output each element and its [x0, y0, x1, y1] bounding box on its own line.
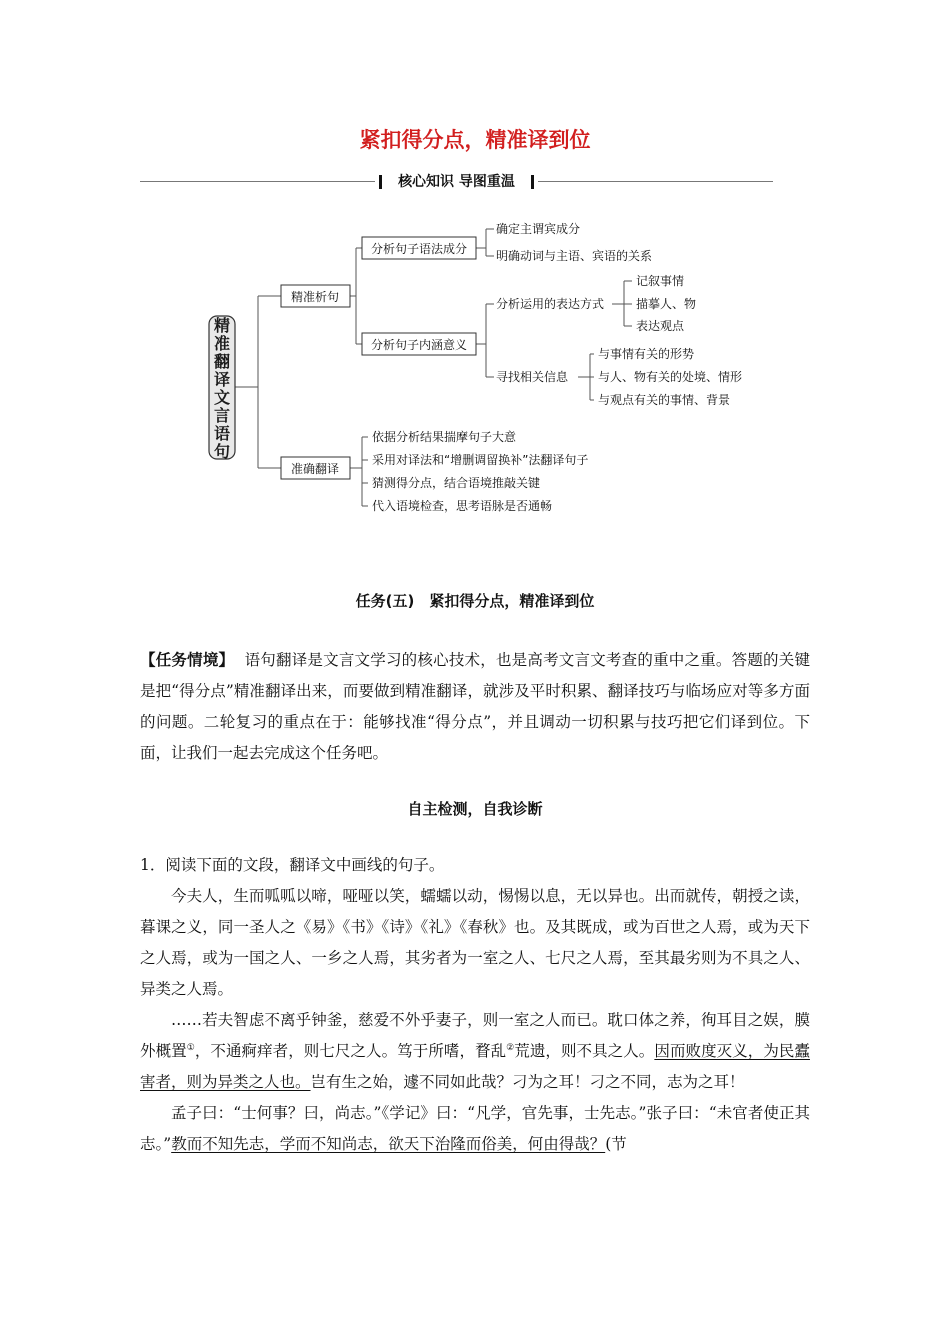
leaf-info-3: 与观点有关的事情、背景 — [598, 393, 731, 407]
text-run: 孟子曰：“士何事？曰，尚志。”《学记》曰：“凡学，官先事，士先志。”张子曰：“未官者使正其志。” — [140, 1104, 810, 1153]
mind-map-branch-precise-analysis — [281, 285, 350, 307]
context-text: 语句翻译是文言文学习的核心技术，也是高考文言文考查的重中之重。答题的关键是把“得分点”精准翻译出来，而要做到精准翻译，就涉及平时积累、翻译技巧与临场应对等多方面的问题。二轮复习的重点在于：能够找准“得分点”，并且调动一切积累与技巧把它们译到位。下面，让我们一起去完成这个任务吧。 — [140, 651, 810, 762]
leaf-info-1: 与事情有关的形势 — [598, 347, 695, 361]
text-run: ，不通痾痒者，则七尺之人。笃于所嗜，瞀乱 — [194, 1042, 507, 1060]
leaf-translation-4: 代入语境检查，思考语脉是否通畅 — [372, 499, 553, 513]
leaf-expression-2: 描摹人、物 — [636, 297, 697, 311]
leaf-expression-1: 记叙事情 — [636, 274, 685, 288]
passage-paragraph-2 — [140, 1005, 810, 1098]
svg-text:精准翻译文言语句 — [214, 316, 230, 461]
leaf-grammar-2: 明确动词与主语、宾语的关系 — [496, 249, 653, 263]
root-char: 语 — [213, 424, 231, 443]
leaf-translation-3: 猜测得分点，结合语境推敲关键 — [372, 476, 541, 490]
root-char: 译 — [213, 370, 231, 389]
leaf-translation-1: 依据分析结果揣摩句子大意 — [372, 430, 517, 444]
task-title: 任务(五) 紧扣得分点，精准译到位 — [355, 592, 595, 610]
leaf-translation-2: 采用对译法和“增删调留换补”法翻译句子 — [372, 453, 589, 467]
branch-label: 精准析句 — [290, 290, 340, 304]
node-expression: 分析运用的表达方式 — [496, 297, 605, 311]
passage-paragraph-1: 今夫人，生而呱呱以啼，哑哑以笑，蠕蠕以动，惕惕以息，无以异也。出而就传，朝授之读，暮课之义，同一圣人之《易》《书》《诗》《礼》《春秋》也。及其既成，或为百世之人焉，或为天下之人焉，或为一国之人、一乡之人焉，其劣者为一室之人、七尺之人焉，至其最劣则为不具之人、异类之人焉。 — [140, 887, 810, 998]
divider-left — [140, 181, 375, 182]
leaf-info-2: 与人、物有关的处境、情形 — [598, 370, 743, 384]
passage — [140, 881, 810, 1160]
root-char: 文 — [213, 388, 231, 407]
mind-map — [0, 215, 950, 515]
section-label: 核心知识 导图重温 — [375, 170, 538, 194]
passage-paragraph-3 — [140, 1098, 810, 1160]
context-tag: 【任务情境】 — [140, 651, 235, 669]
mind-map-node-grammar — [362, 237, 476, 259]
subsection-title: 自主检测，自我诊断 — [407, 800, 543, 818]
footnote-mark: ① — [186, 1042, 195, 1053]
page-title: 紧扣得分点，精准译到位 — [359, 128, 591, 152]
root-char: 翻 — [213, 352, 231, 371]
text-run: 荒遗，则不具之人。 — [514, 1042, 655, 1060]
node-info: 寻找相关信息 — [496, 370, 569, 384]
node-label: 分析句子内涵意义 — [370, 338, 468, 352]
mind-map-branch-accurate-translation — [281, 457, 350, 479]
root-char: 准 — [213, 334, 231, 353]
underlined-sentence-2: 教而不知先志，学而不知尚志，欲天下治隆而俗美，何由得哉？ — [171, 1135, 606, 1153]
text-run: ……若夫智虑不离乎钟釜，慈爱不外乎妻子，则一室之人而已。耽口体之养，徇耳目之娱，膜外概置 — [140, 1011, 810, 1060]
task-context — [140, 645, 810, 769]
footnote-mark: ② — [506, 1042, 515, 1053]
root-char: 言 — [213, 406, 231, 425]
root-char: 句 — [213, 442, 231, 461]
section-bar — [140, 170, 773, 194]
question-1: 1．阅读下面的文段，翻译文中画线的句子。 — [140, 856, 445, 874]
root-char: 精 — [213, 316, 231, 335]
underlined-sentence-1: 因而败度灭义，为民蠹害者，则为异类之人也。 — [140, 1042, 810, 1091]
leaf-expression-3: 表达观点 — [636, 319, 685, 333]
node-label: 分析句子语法成分 — [370, 242, 468, 256]
leaf-grammar-1: 确定主谓宾成分 — [496, 222, 581, 236]
text-run: 岂有生之始，遽不同如此哉？刁为之耳！刁之不同，志为之耳！ — [310, 1073, 745, 1091]
branch-label: 准确翻译 — [290, 462, 340, 476]
divider-right — [538, 181, 773, 182]
mind-map-node-meaning — [362, 333, 476, 355]
mind-map-root — [209, 316, 235, 461]
text-run: (节 — [605, 1135, 627, 1153]
